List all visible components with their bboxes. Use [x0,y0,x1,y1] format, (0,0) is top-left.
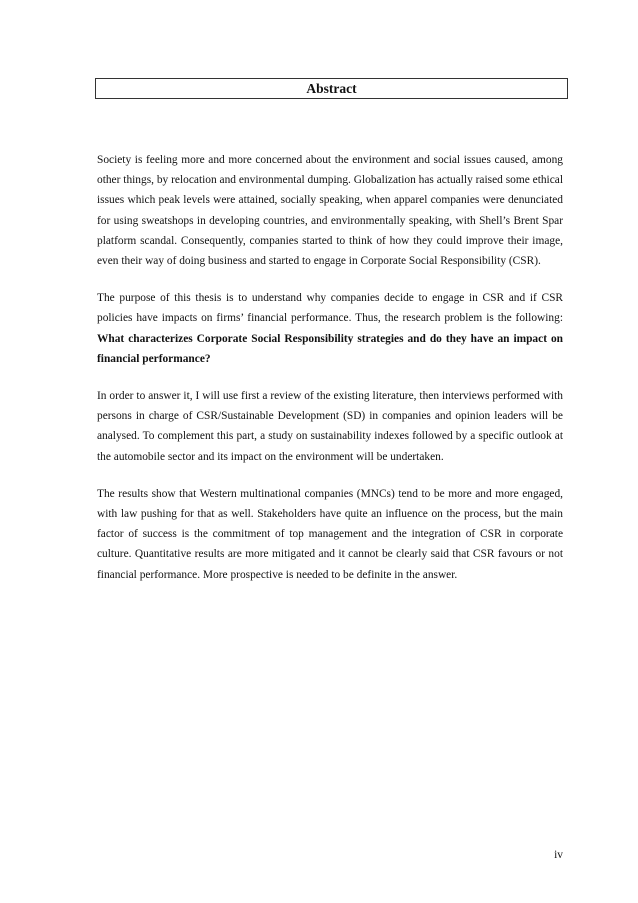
paragraph-context: Society is feeling more and more concerned about the environment and social issues caused, among other things, by relocation and environmental dumping. Globalization has actually raised some ethical issues which peak levels were attained, socially speaking, when apparel companies were denunciated for using sweatshops in developing countries, and environmentally speaking, with Shell’s Brent Spar platform scandal. Consequently, companies started to think of how they could improve their image, even their way of doing business and started to engage in Corporate Social Responsibility (CSR). [97,154,563,268]
abstract-title: Abstract [306,81,357,96]
paragraph-purpose [97,288,563,369]
paragraph-results: The results show that Western multinational companies (MNCs) tend to be more and more engaged, with law pushing for that as well. Stakeholders have quite an influence on the process, but the main factor of success is the commitment of top management and the integration of CSR in corporate culture. Quantitative results are more mitigated and it cannot be clearly said that CSR favours or not financial performance. More prospective is needed to be definite in the answer. [97,487,563,581]
page-number: iv [554,849,563,861]
abstract-body [97,150,563,602]
paragraph-method: In order to answer it, I will use first a review of the existing literature, then interviews performed with persons in charge of CSR/Sustainable Development (SD) in companies and opinion leaders will be analysed. To complement this part, a study on sustainability indexes followed by a specific outlook at the automobile sector and its impact on the environment will be undertaken. [97,390,563,463]
research-question: What characterizes Corporate Social Responsibility strategies and do they have an impact on financial performance? [97,332,563,365]
abstract-heading-box [95,78,568,99]
purpose-lead-text: The purpose of this thesis is to understand why companies decide to engage in CSR and if CSR policies have impacts on firms’ financial performance. Thus, the research problem is the following: [97,292,563,325]
